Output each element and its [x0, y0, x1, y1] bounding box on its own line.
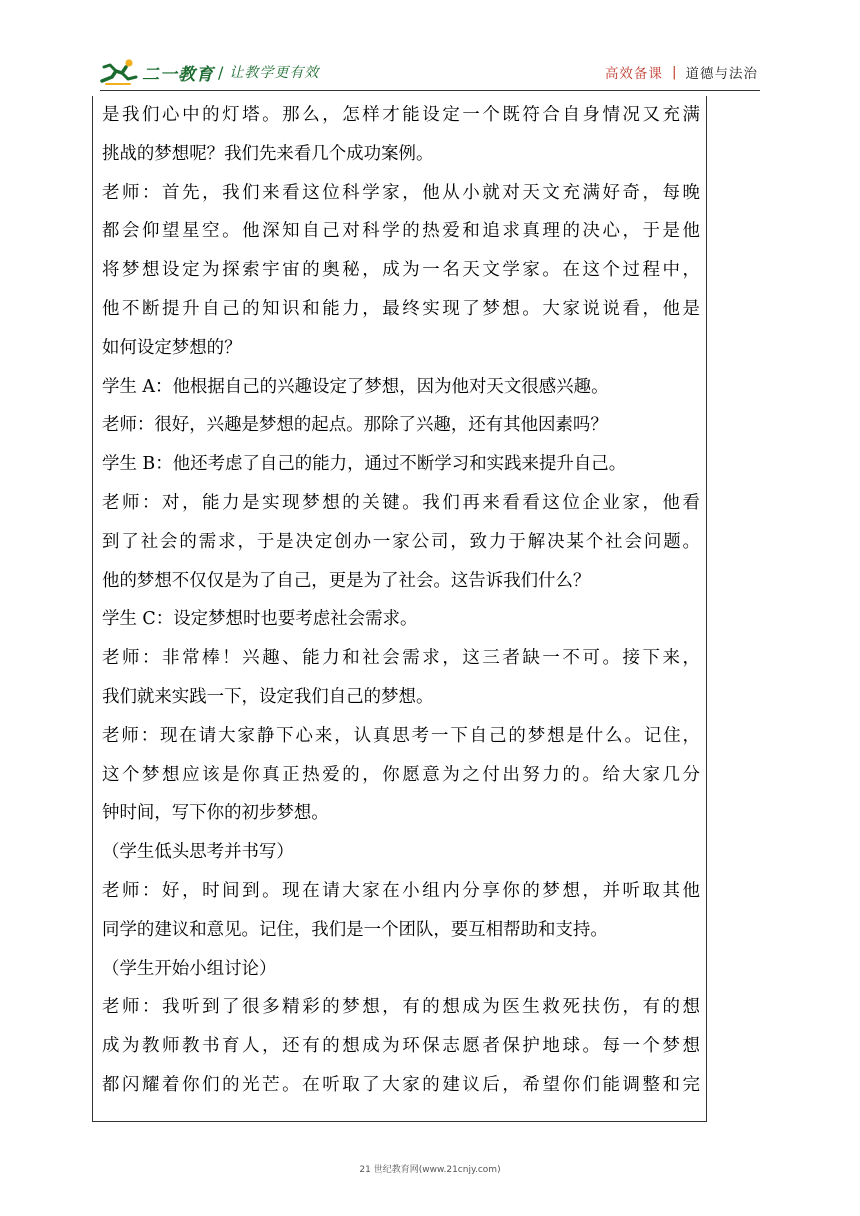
text-line: 钟时间，写下你的初步梦想。: [102, 803, 329, 824]
text-line: 都会仰望星空。他深知自己对科学的热爱和追求真理的决心，于是他: [102, 221, 700, 242]
tag-separator: |: [671, 64, 677, 80]
text-line: 老师：我听到了很多精彩的梦想，有的想成为医生救死扶伤，有的想: [102, 997, 700, 1018]
text-line: 老师：首先，我们来看这位科学家，他从小就对天文充满好奇，每晚: [102, 182, 700, 203]
header-tags: [605, 54, 758, 90]
text-line: 他不断提升自己的知识和能力，最终实现了梦想。大家说说看，他是: [102, 298, 700, 319]
text-line: 老师：好，时间到。现在请大家在小组内分享你的梦想，并听取其他: [102, 880, 700, 901]
text-line: （学生低头思考并书写）: [102, 842, 294, 863]
text-line: 这个梦想应该是你真正热爱的，你愿意为之付出努力的。给大家几分: [102, 764, 700, 785]
text-line: 到了社会的需求，于是决定创办一家公司，致力于解决某个社会问题。: [102, 531, 700, 552]
slogan: 让教学更有效: [229, 65, 320, 81]
text-line: 将梦想设定为探索宇宙的奥秘，成为一名天文学家。在这个过程中，: [102, 260, 700, 281]
text-line: 挑战的梦想呢？我们先来看几个成功案例。: [102, 143, 434, 164]
subject-tag: 道德与法治: [685, 66, 758, 82]
text-line: 我们就来实践一下，设定我们自己的梦想。: [102, 686, 434, 707]
logo[interactable]: [100, 54, 319, 90]
text-line: 学生 C：设定梦想时也要考虑社会需求。: [102, 609, 418, 630]
lesson-text: [102, 96, 702, 1105]
text-line: 老师：现在请大家静下心来，认真思考一下自己的梦想是什么。记住，: [102, 725, 700, 746]
text-line: 是我们心中的灯塔。那么，怎样才能设定一个既符合自身情况又充满: [102, 105, 700, 125]
category-tag: 高效备课: [604, 66, 663, 82]
lesson-content-box: [92, 96, 707, 1122]
text-line: （学生开始小组讨论）: [102, 958, 277, 979]
text-line: 学生 B：他还考虑了自己的能力，通过不断学习和实践来提升自己。: [102, 454, 627, 475]
runner-logo-icon: [100, 57, 140, 87]
logo-text: 二一教育: [142, 64, 214, 85]
page-header: [100, 54, 760, 90]
text-line: 老师：非常棒！兴趣、能力和社会需求，这三者缺一不可。接下来，: [102, 648, 700, 669]
text-line: 老师：很好，兴趣是梦想的起点。那除了兴趣，还有其他因素吗？: [102, 415, 608, 436]
text-line: 成为教师教书育人，还有的想成为环保志愿者保护地球。每一个梦想: [102, 1036, 700, 1057]
page-footer: 21 世纪教育网(www.21cnjy.com): [359, 1165, 501, 1175]
text-line: 如何设定梦想的？: [102, 337, 242, 358]
logo-divider: /: [218, 62, 224, 82]
text-line: 都闪耀着你们的光芒。在听取了大家的建议后，希望你们能调整和完: [102, 1074, 700, 1095]
text-line: 老师：对，能力是实现梦想的关键。我们再来看看这位企业家，他看: [102, 492, 700, 513]
text-line: 同学的建议和意见。记住，我们是一个团队，要互相帮助和支持。: [102, 919, 608, 940]
header-divider: [100, 90, 760, 91]
text-line: 学生 A：他根据自己的兴趣设定了梦想，因为他对天文很感兴趣。: [102, 376, 609, 397]
text-line: 他的梦想不仅仅是为了自己，更是为了社会。这告诉我们什么？: [102, 570, 591, 591]
